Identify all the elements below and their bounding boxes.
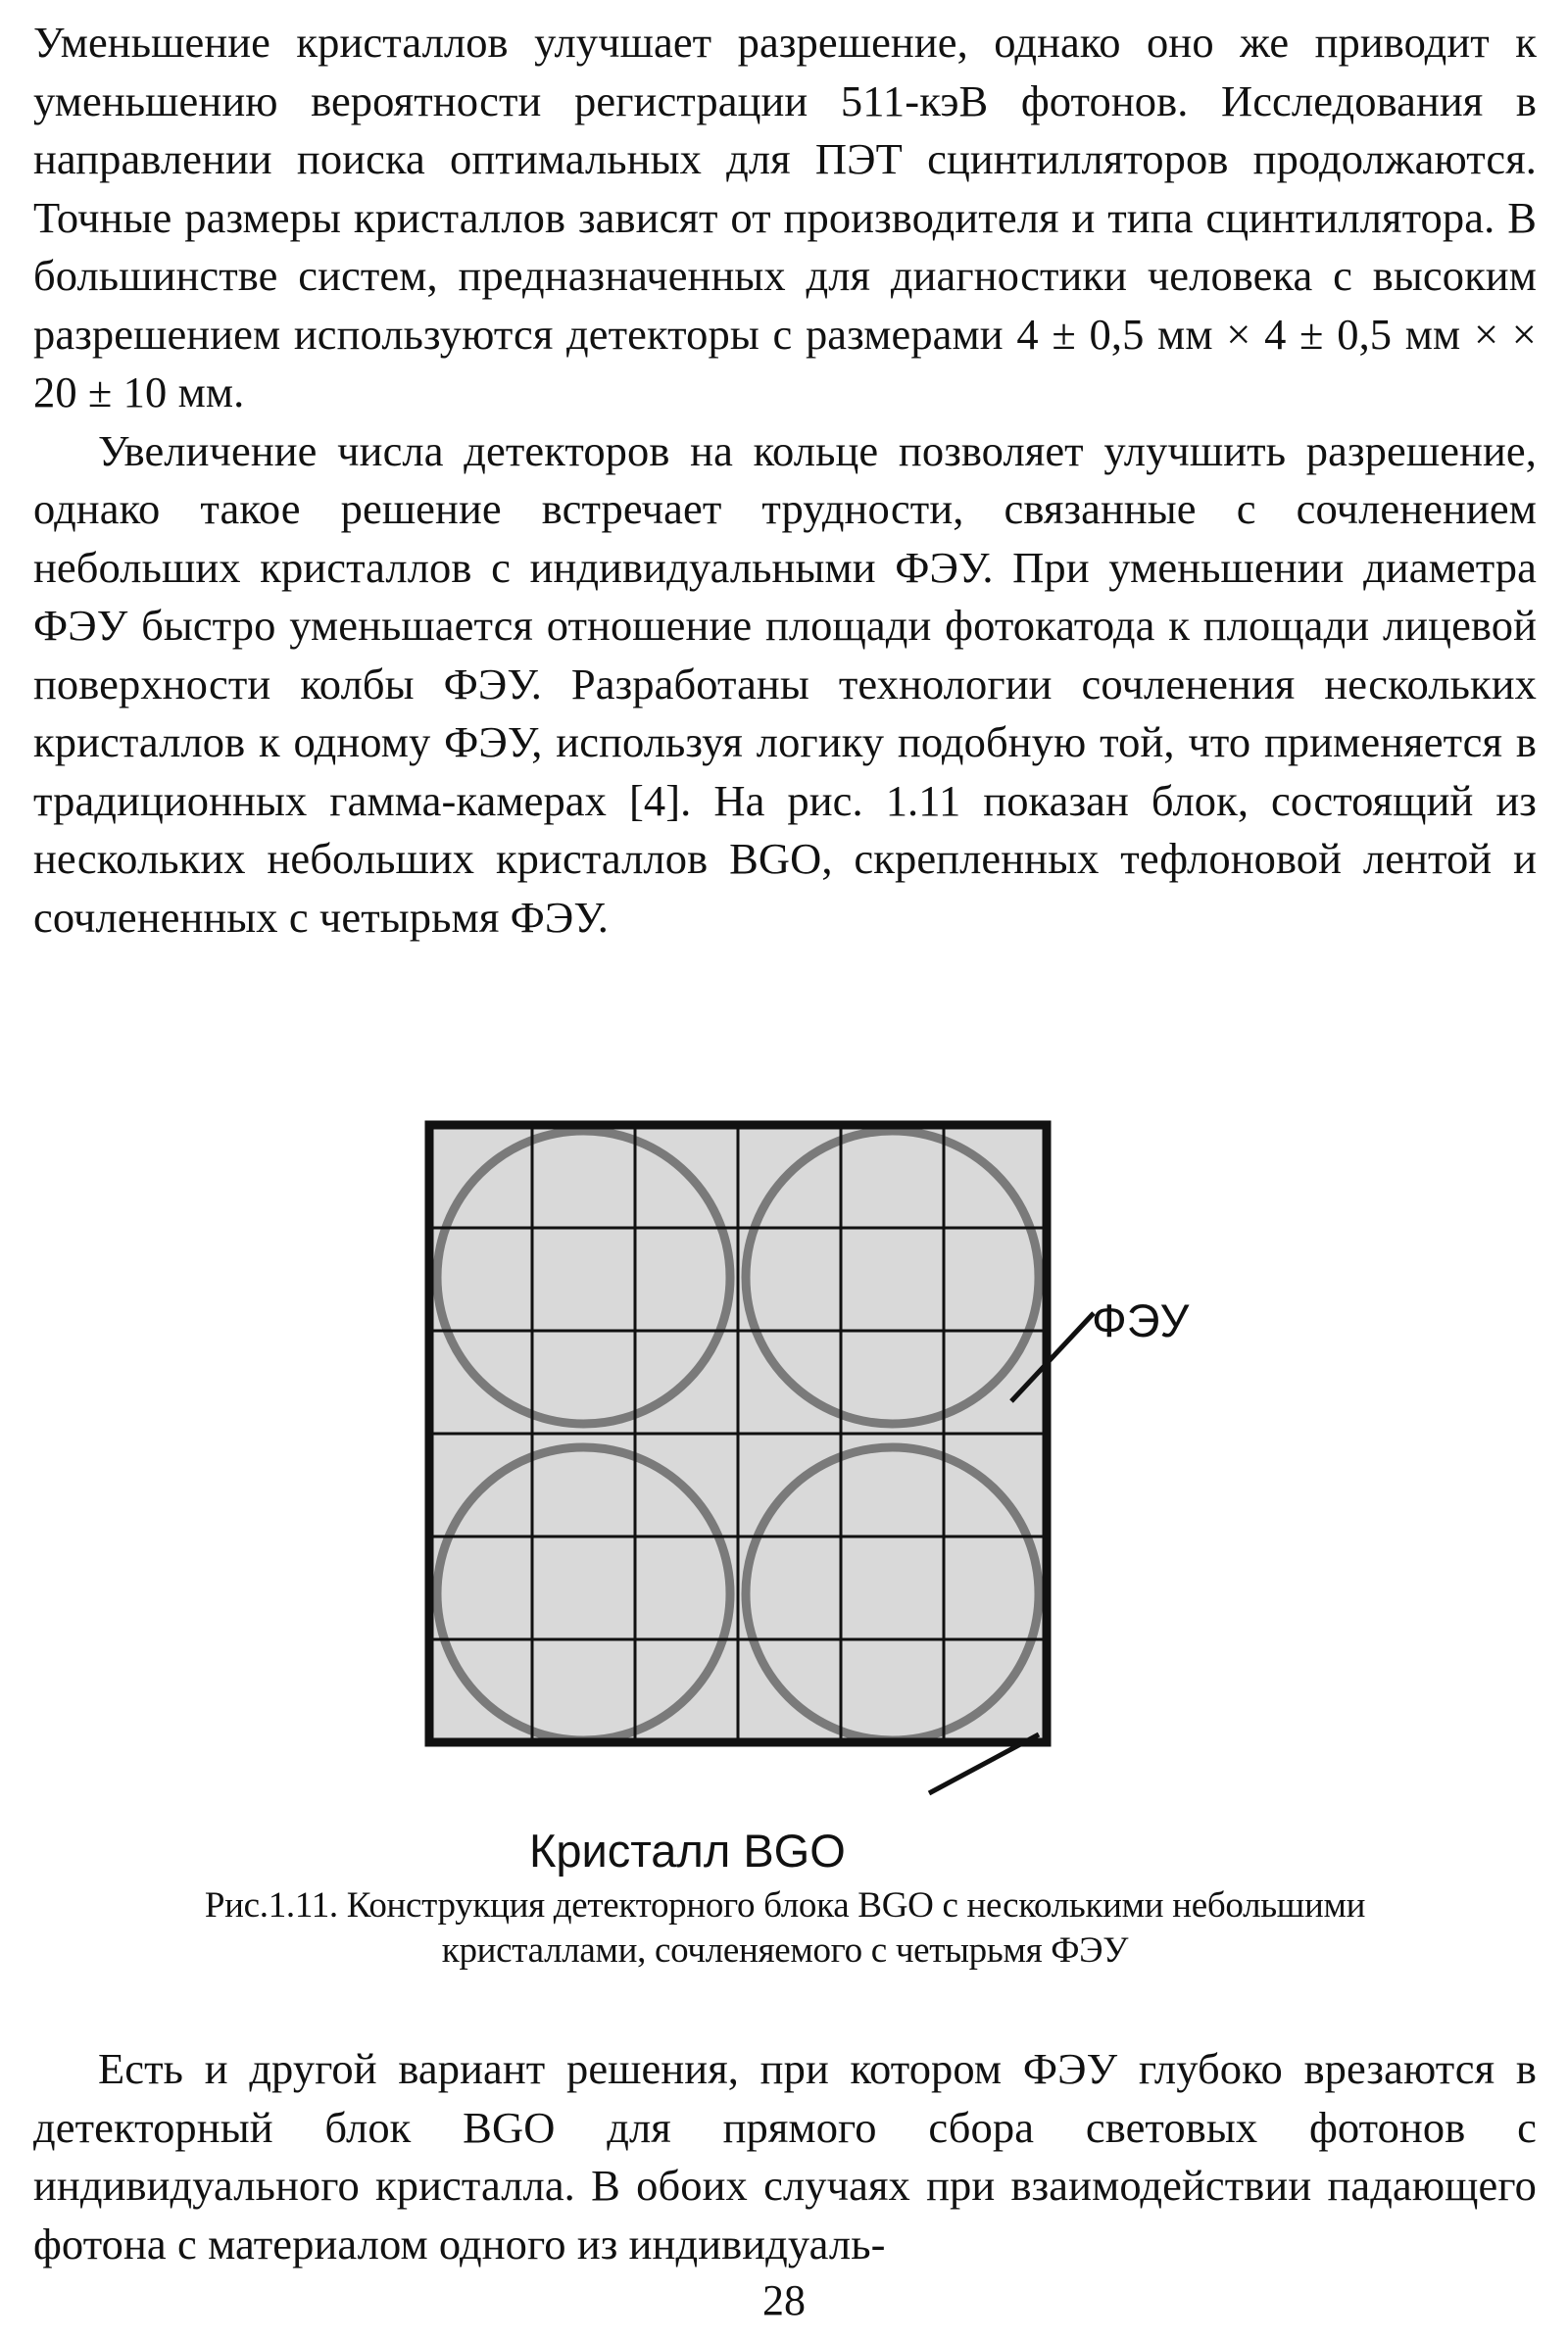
figure-bgo-block bbox=[412, 1107, 1254, 1877]
caption-line-2: кристаллами, сочленяемого с четырьмя ФЭУ bbox=[441, 1930, 1129, 1971]
caption-line-1: Рис.1.11. Конструкция детекторного блока BGO с несколькими небольшими bbox=[204, 1885, 1366, 1926]
page-body-continued bbox=[33, 2040, 1537, 2273]
page-body bbox=[33, 14, 1537, 947]
paragraph-crystal-size: Уменьшение кристаллов улучшает разрешение, однако оно же приводит к уменьшению вероятности регистрации 511-кэВ фотонов. Исследования в направлении поиска оптимальных для ПЭТ сцинтилляторов продолжаются. Точные размеры кристаллов зависят от производителя и типа сцинтиллятора. В большинстве систем, предназначенных для диагностики человека с высоким разрешением используются детекторы с размерами 4 ± 0,5 мм × 4 ± 0,5 мм × × 20 ± 10 мм. bbox=[33, 18, 1537, 416]
bgo-block-diagram bbox=[412, 1107, 1254, 1877]
label-pmt: ФЭУ bbox=[1092, 1294, 1190, 1346]
label-crystal-bgo: Кристалл BGO bbox=[529, 1825, 846, 1877]
paragraph-alternative: Есть и другой вариант решения, при котором ФЭУ глубоко врезаются в детекторный блок BGO для прямого сбора световых фотонов с индивидуального кристалла. В обоих случаях при взаимодействии падающего фотона с материалом одного из индивидуаль- bbox=[33, 2044, 1537, 2269]
paragraph-detector-count: Увеличение числа детекторов на кольце позволяет улучшить разрешение, однако такое решение встречает трудности, связанные с сочленением небольших кристаллов с индивидуальными ФЭУ. При уменьшении диаметра ФЭУ быстро уменьшается отношение площади фотокатода к площади лицевой поверхности колбы ФЭУ. Разработаны технологии сочленения нескольких кристаллов к одному ФЭУ, используя логику подобную той, что применяется в традиционных гамма-камерах [4]. На рис. 1.11 показан блок, состоящий из нескольких небольших кристаллов BGO, скрепленных тефлоновой лентой и сочлененных с четырьмя ФЭУ. bbox=[33, 425, 1537, 942]
page-number: 28 bbox=[762, 2276, 806, 2324]
figure-caption bbox=[33, 1883, 1537, 1974]
